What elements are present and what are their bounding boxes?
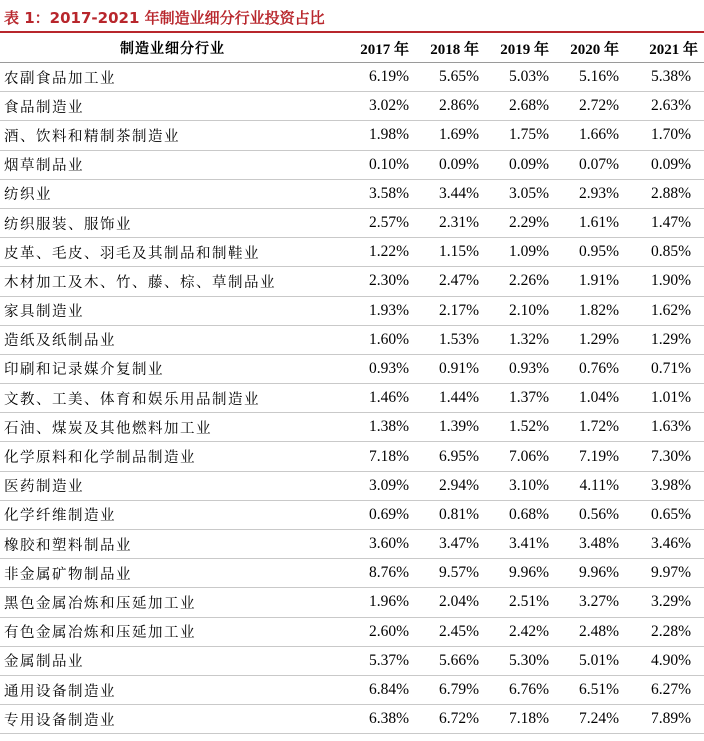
share-value-2018: 1.39% xyxy=(438,418,479,436)
share-value-2019: 0.68% xyxy=(508,505,549,523)
share-value-2019: 0.09% xyxy=(508,155,549,173)
table-row xyxy=(0,413,704,442)
industry-name: 化学原料和化学制品制造业 xyxy=(4,450,196,467)
share-value-2018: 2.45% xyxy=(438,622,479,640)
table-row xyxy=(0,472,704,501)
share-value-2020: 3.27% xyxy=(578,593,619,611)
share-value-2020: 1.04% xyxy=(578,389,619,407)
share-value-2020: 1.66% xyxy=(578,126,619,144)
table-row xyxy=(0,121,704,150)
industry-name: 纺织业 xyxy=(4,187,52,204)
share-value-2018: 6.95% xyxy=(438,447,479,465)
table-row xyxy=(0,267,704,296)
industry-name: 酒、饮料和精制茶制造业 xyxy=(4,128,180,145)
share-value-2018: 1.44% xyxy=(438,389,479,407)
share-value-2018: 2.47% xyxy=(438,272,479,290)
share-value-2017: 2.30% xyxy=(368,272,409,290)
share-value-2021: 4.90% xyxy=(650,651,691,669)
share-value-2017: 3.02% xyxy=(368,97,409,115)
industry-name: 有色金属冶炼和压延加工业 xyxy=(4,625,196,642)
share-value-2018: 5.66% xyxy=(438,651,479,669)
share-value-2021: 1.29% xyxy=(650,330,691,348)
share-value-2019: 2.26% xyxy=(508,272,549,290)
table-row xyxy=(0,209,704,238)
share-value-2017: 8.76% xyxy=(368,564,409,582)
table-header-row xyxy=(0,34,704,63)
share-value-2021: 0.09% xyxy=(650,155,691,173)
share-value-2020: 2.93% xyxy=(578,184,619,202)
industry-name: 黑色金属冶炼和压延加工业 xyxy=(4,595,196,612)
share-value-2021: 9.97% xyxy=(650,564,691,582)
share-value-2019: 3.10% xyxy=(508,476,549,494)
table-row xyxy=(0,501,704,530)
share-value-2021: 0.65% xyxy=(650,505,691,523)
share-value-2020: 3.48% xyxy=(578,535,619,553)
table-row xyxy=(0,676,704,705)
share-value-2020: 0.95% xyxy=(578,243,619,261)
share-value-2021: 2.63% xyxy=(650,97,691,115)
table-row xyxy=(0,530,704,559)
industry-name: 化学纤维制造业 xyxy=(4,508,116,525)
share-value-2019: 0.93% xyxy=(508,359,549,377)
share-value-2018: 5.65% xyxy=(438,68,479,86)
share-value-2020: 2.72% xyxy=(578,97,619,115)
table-row xyxy=(0,618,704,647)
share-value-2018: 2.04% xyxy=(438,593,479,611)
share-value-2020: 0.56% xyxy=(578,505,619,523)
share-value-2018: 2.86% xyxy=(438,97,479,115)
share-value-2019: 1.09% xyxy=(508,243,549,261)
table-row xyxy=(0,705,704,734)
share-value-2021: 1.70% xyxy=(650,126,691,144)
share-value-2017: 6.19% xyxy=(368,68,409,86)
share-value-2018: 9.57% xyxy=(438,564,479,582)
share-value-2020: 2.48% xyxy=(578,622,619,640)
share-value-2021: 0.85% xyxy=(650,243,691,261)
table-row xyxy=(0,355,704,384)
share-value-2019: 6.76% xyxy=(508,681,549,699)
header-industry: 制造业细分行业 xyxy=(120,41,225,57)
share-value-2017: 2.60% xyxy=(368,622,409,640)
share-value-2021: 3.46% xyxy=(650,535,691,553)
share-value-2018: 2.31% xyxy=(438,214,479,232)
share-value-2021: 2.28% xyxy=(650,622,691,640)
header-year-2021: 2021 年 xyxy=(649,41,698,58)
share-value-2019: 5.30% xyxy=(508,651,549,669)
share-value-2017: 3.09% xyxy=(368,476,409,494)
share-value-2019: 2.29% xyxy=(508,214,549,232)
share-value-2020: 7.24% xyxy=(578,710,619,728)
share-value-2021: 1.90% xyxy=(650,272,691,290)
share-value-2018: 1.53% xyxy=(438,330,479,348)
share-value-2017: 1.38% xyxy=(368,418,409,436)
share-value-2019: 2.68% xyxy=(508,97,549,115)
share-value-2021: 1.01% xyxy=(650,389,691,407)
share-value-2020: 7.19% xyxy=(578,447,619,465)
share-value-2017: 6.38% xyxy=(368,710,409,728)
share-value-2017: 1.98% xyxy=(368,126,409,144)
industry-name: 医药制造业 xyxy=(4,479,84,496)
share-value-2020: 1.91% xyxy=(578,272,619,290)
share-value-2021: 2.88% xyxy=(650,184,691,202)
share-value-2018: 6.79% xyxy=(438,681,479,699)
share-value-2017: 0.93% xyxy=(368,359,409,377)
share-value-2018: 6.72% xyxy=(438,710,479,728)
share-value-2021: 1.63% xyxy=(650,418,691,436)
industry-name: 皮革、毛皮、羽毛及其制品和制鞋业 xyxy=(4,245,260,262)
share-value-2019: 3.05% xyxy=(508,184,549,202)
share-value-2020: 0.07% xyxy=(578,155,619,173)
industry-name: 专用设备制造业 xyxy=(4,712,116,729)
share-value-2019: 7.18% xyxy=(508,710,549,728)
industry-name: 金属制品业 xyxy=(4,654,84,671)
share-value-2018: 1.15% xyxy=(438,243,479,261)
header-year-2017: 2017 年 xyxy=(360,41,409,58)
share-value-2019: 9.96% xyxy=(508,564,549,582)
share-value-2021: 6.27% xyxy=(650,681,691,699)
share-value-2020: 1.61% xyxy=(578,214,619,232)
industry-name: 橡胶和塑料制品业 xyxy=(4,537,132,554)
share-value-2018: 0.91% xyxy=(438,359,479,377)
share-value-2020: 5.16% xyxy=(578,68,619,86)
table-row xyxy=(0,647,704,676)
share-value-2021: 3.98% xyxy=(650,476,691,494)
share-value-2019: 1.52% xyxy=(508,418,549,436)
table-row xyxy=(0,92,704,121)
share-value-2019: 3.41% xyxy=(508,535,549,553)
share-value-2017: 5.37% xyxy=(368,651,409,669)
share-value-2020: 6.51% xyxy=(578,681,619,699)
share-value-2017: 1.22% xyxy=(368,243,409,261)
share-value-2021: 7.30% xyxy=(650,447,691,465)
share-value-2019: 2.10% xyxy=(508,301,549,319)
table-title: 表 1：2017-2021 年制造业细分行业投资占比 xyxy=(4,9,325,27)
table-row xyxy=(0,559,704,588)
industry-name: 造纸及纸制品业 xyxy=(4,333,116,350)
share-value-2019: 2.42% xyxy=(508,622,549,640)
share-value-2020: 1.29% xyxy=(578,330,619,348)
share-value-2021: 0.71% xyxy=(650,359,691,377)
table-row xyxy=(0,297,704,326)
table-row xyxy=(0,238,704,267)
share-value-2017: 1.60% xyxy=(368,330,409,348)
share-value-2020: 4.11% xyxy=(579,476,619,494)
table-row xyxy=(0,326,704,355)
share-value-2021: 3.29% xyxy=(650,593,691,611)
share-value-2021: 7.89% xyxy=(650,710,691,728)
share-value-2021: 1.47% xyxy=(650,214,691,232)
header-year-2020: 2020 年 xyxy=(570,41,619,58)
share-value-2017: 1.93% xyxy=(368,301,409,319)
industry-name: 烟草制品业 xyxy=(4,158,84,175)
share-value-2020: 0.76% xyxy=(578,359,619,377)
share-value-2018: 3.44% xyxy=(438,184,479,202)
share-value-2017: 3.58% xyxy=(368,184,409,202)
share-value-2019: 1.75% xyxy=(508,126,549,144)
share-value-2017: 1.46% xyxy=(368,389,409,407)
industry-name: 家具制造业 xyxy=(4,304,84,321)
share-value-2020: 5.01% xyxy=(578,651,619,669)
share-value-2021: 1.62% xyxy=(650,301,691,319)
share-value-2017: 7.18% xyxy=(368,447,409,465)
table-row xyxy=(0,588,704,617)
share-value-2018: 3.47% xyxy=(438,535,479,553)
industry-name: 石油、煤炭及其他燃料加工业 xyxy=(4,420,212,437)
industry-name: 印刷和记录媒介复制业 xyxy=(4,362,164,379)
industry-name: 纺织服装、服饰业 xyxy=(4,216,132,233)
table-row xyxy=(0,63,704,92)
table-body xyxy=(0,63,704,734)
table-row xyxy=(0,384,704,413)
share-value-2017: 1.96% xyxy=(368,593,409,611)
industry-name: 木材加工及木、竹、藤、棕、草制品业 xyxy=(4,274,276,291)
share-value-2019: 5.03% xyxy=(508,68,549,86)
share-value-2020: 1.82% xyxy=(578,301,619,319)
industry-name: 食品制造业 xyxy=(4,99,84,116)
header-year-2019: 2019 年 xyxy=(500,41,549,58)
industry-name: 非金属矿物制品业 xyxy=(4,566,132,583)
share-value-2018: 2.17% xyxy=(438,301,479,319)
table-row xyxy=(0,151,704,180)
industry-name: 通用设备制造业 xyxy=(4,683,116,700)
share-value-2018: 1.69% xyxy=(438,126,479,144)
share-value-2017: 6.84% xyxy=(368,681,409,699)
industry-name: 文教、工美、体育和娱乐用品制造业 xyxy=(4,391,260,408)
share-value-2019: 2.51% xyxy=(508,593,549,611)
share-value-2019: 7.06% xyxy=(508,447,549,465)
share-value-2021: 5.38% xyxy=(650,68,691,86)
share-value-2019: 1.37% xyxy=(508,389,549,407)
table-row xyxy=(0,442,704,471)
share-value-2020: 1.72% xyxy=(578,418,619,436)
share-value-2020: 9.96% xyxy=(578,564,619,582)
title-rule xyxy=(0,31,704,33)
share-value-2017: 2.57% xyxy=(368,214,409,232)
share-value-2018: 0.81% xyxy=(438,505,479,523)
share-value-2017: 3.60% xyxy=(368,535,409,553)
share-value-2017: 0.69% xyxy=(368,505,409,523)
investment-share-table xyxy=(0,34,704,734)
table-row xyxy=(0,180,704,209)
share-value-2018: 2.94% xyxy=(438,476,479,494)
industry-name: 农副食品加工业 xyxy=(4,70,116,87)
share-value-2017: 0.10% xyxy=(368,155,409,173)
share-value-2019: 1.32% xyxy=(508,330,549,348)
share-value-2018: 0.09% xyxy=(438,155,479,173)
header-year-2018: 2018 年 xyxy=(430,41,479,58)
